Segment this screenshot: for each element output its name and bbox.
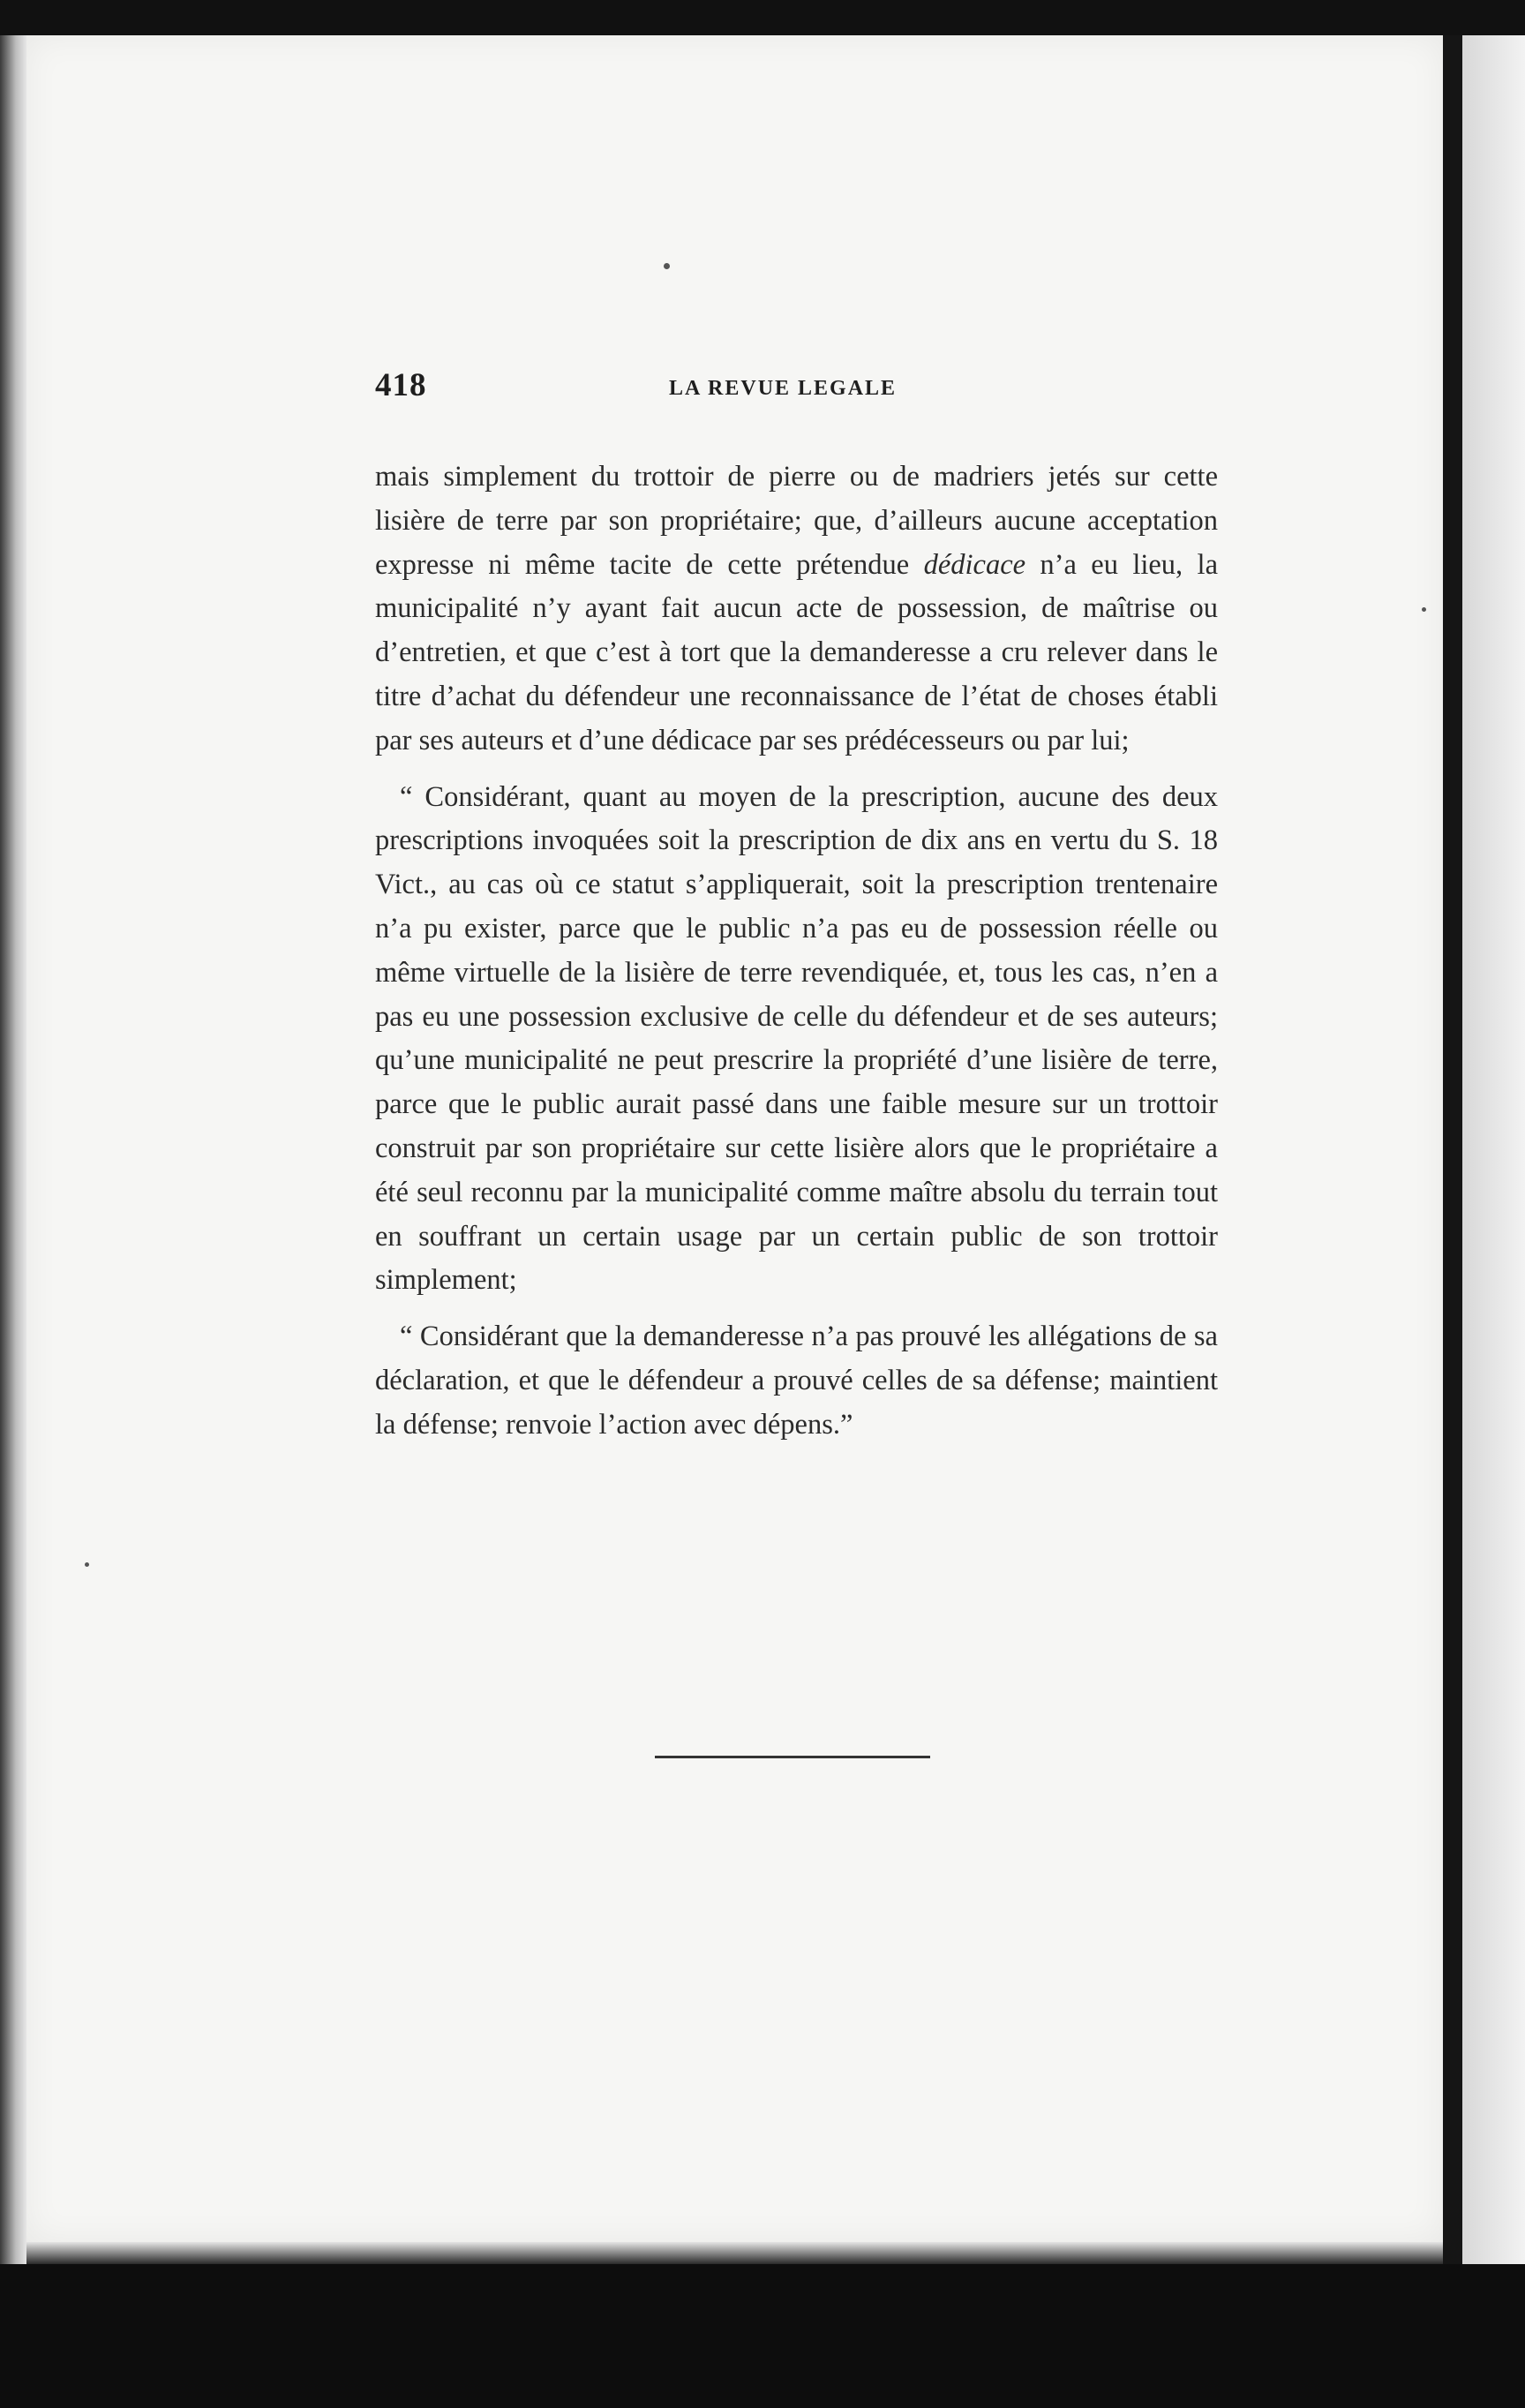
- page-header: [375, 366, 1231, 419]
- running-head: LA REVUE LEGALE: [669, 377, 898, 400]
- page-number: 418: [375, 367, 427, 403]
- speck: [1422, 607, 1426, 612]
- scan-left-edge: [0, 35, 26, 2264]
- next-page-edge: [1462, 35, 1525, 2264]
- paragraph: [375, 776, 1218, 1304]
- italic-term: dédicace: [923, 548, 1026, 581]
- text-run: n’a eu lieu, la municipalité n’y ayant fait aucun acte de possession, de maîtrise ou d’entretien, et que c’est à tort que la demanderesse a cru relever dans le titre d’achat du défendeur une reconnaissance de l’état de choses établi par ses auteurs et d’une dédicace par ses prédécesseurs ou par lui;: [375, 548, 1218, 756]
- end-rule: [655, 1756, 930, 1758]
- speck: [85, 1562, 89, 1567]
- text-run: “ Considérant que la demanderesse n’a pas prouvé les allégations de sa déclaration, et que le défendeur a prouvé celles de sa défense; maintient la défense; renvoie l’action avec dépens.”: [375, 1321, 1218, 1441]
- page-bottom-shadow: [26, 2242, 1443, 2264]
- scan-top-border: [0, 0, 1525, 35]
- body-text: [375, 455, 1218, 1458]
- scan-bottom-border: [0, 2264, 1525, 2408]
- paragraph: [375, 455, 1218, 764]
- text-run: “ Considérant, quant au moyen de la prescription, aucune des deux prescriptions invoquées soit la prescription de dix ans en vertu du S. 18 Vict., au cas où ce statut s’appliquerait, soit la prescription trentenaire n’a pu exister, parce que le public n’a pas eu de possession réelle ou même virtuelle de la lisière de terre revendiquée, et, tous les cas, n’en a pas eu une possession exclusive de celle du défendeur et de ses auteurs; qu’une municipalité ne peut prescrire la propriété d’une lisière de terre, parce que le public aurait passé dans une faible mesure sur un trottoir construit par son propriétaire sur cette lisière alors que le propriétaire a été seul reconnu par la municipalité comme maître absolu du terrain tout en souffrant un certain usage par un certain public de son trottoir simplement;: [375, 780, 1218, 1297]
- text-run: mais simplement du trottoir de pierre ou de madriers jetés sur cette lisière de terre par son propriétaire; que, d’ailleurs aucune acceptation expresse ni même tacite de cette prétendue: [375, 461, 1218, 581]
- speck: [664, 263, 670, 269]
- book-spine: [1443, 35, 1462, 2264]
- paragraph: [375, 1315, 1218, 1447]
